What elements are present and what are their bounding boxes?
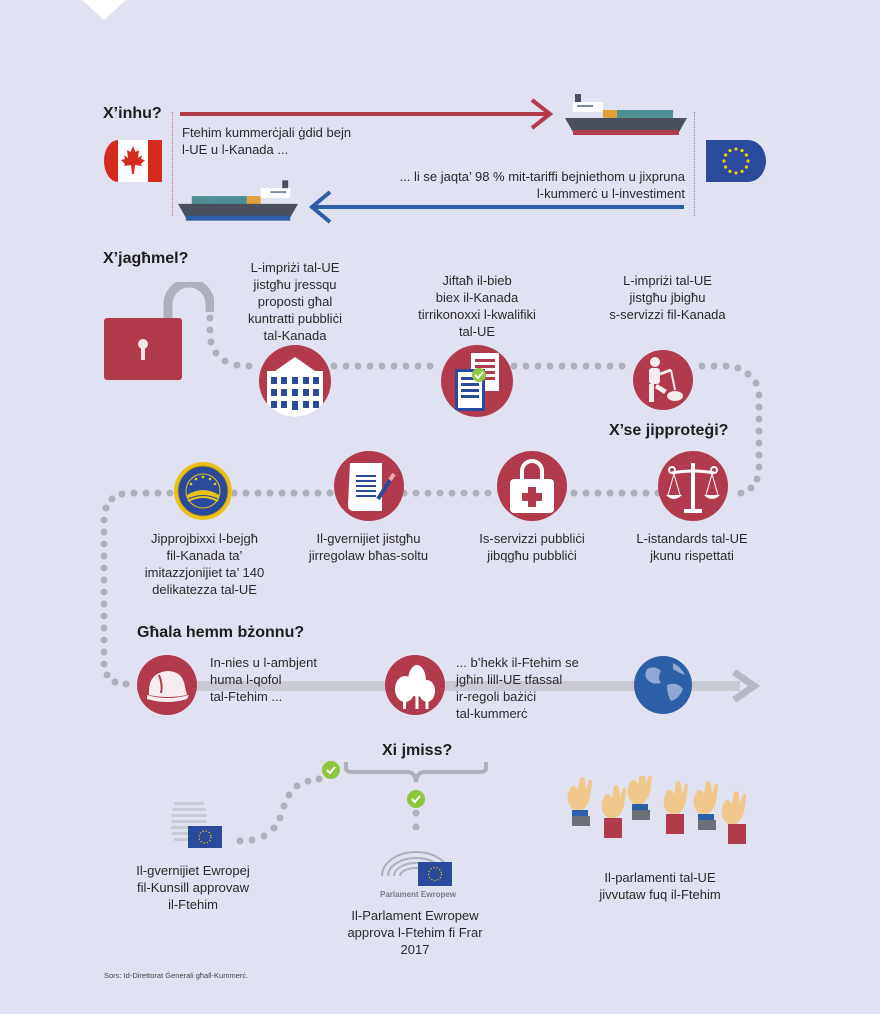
text-line: jirregolaw bħas-soltu [308, 548, 429, 563]
text-line: jibqgħu pubbliċi [487, 548, 577, 563]
open-padlock-icon [102, 282, 214, 382]
text-line: tal-Kanada [263, 328, 327, 343]
text-line: ... b’hekk il-Ftehim se [456, 655, 579, 670]
text-line: l-UE u l-Kanada ... [182, 142, 289, 157]
protects-item-3-text [462, 530, 602, 564]
regulation-document-icon [334, 451, 404, 521]
text-line: fil-Kunsill approvaw [137, 880, 249, 895]
parliament-hemicycle-icon [378, 842, 458, 899]
text-line: biex il-Kanada [435, 290, 519, 305]
dotted-divider-right [694, 112, 695, 216]
text-line: Il-gvernijiet jistgħu [316, 531, 421, 546]
protects-item-4-text [622, 530, 762, 564]
protects-item-1-text [132, 530, 277, 598]
does-item-3-text [595, 272, 740, 323]
public-building-icon [259, 345, 331, 417]
eu-flag-icon [706, 140, 766, 182]
text-line: jgħin lill-UE tfassal [456, 672, 563, 687]
text-line: ... li se jaqta’ 98 % mit-tariffi bejniethom u jixpruna [399, 169, 685, 184]
text-line: Jipprojbixxi l-bejgħ [151, 531, 258, 546]
why-item-1-text [210, 654, 317, 705]
text-line: Il-gvernijiet Ewropej [136, 863, 250, 878]
text-line: Jiftaħ il-bieb [442, 273, 512, 288]
does-item-1-text [225, 259, 365, 344]
heading-what-is-it: X’inhu? [103, 105, 162, 122]
geographical-indication-seal-icon [173, 461, 233, 521]
text-line: kuntratti pubbliċi [248, 311, 342, 326]
text-line: Ftehim kummerċjali ġdid bejn [182, 125, 352, 140]
text-line: jivvutaw fuq il-Ftehim [599, 887, 721, 902]
parliament-label: Parlament Ewropew [379, 890, 457, 899]
service-worker-icon [633, 350, 693, 410]
documents-check-icon [441, 345, 513, 417]
check-icon [322, 761, 340, 779]
does-item-2-text [402, 272, 552, 340]
text-line: huma l-qofol [210, 672, 282, 687]
raised-hands-icon [562, 776, 762, 866]
text-line: Is-servizzi pubbliċi [479, 531, 585, 546]
text-line: tirrikonoxxi l-kwalifiki [418, 307, 536, 322]
trees-icon [385, 655, 445, 715]
council-building-icon [170, 800, 226, 850]
text-line: L-istandards tal-UE [636, 531, 748, 546]
text-line: L-impriżi tal-UE [623, 273, 712, 288]
globe-icon [633, 655, 693, 715]
text-line: tal-UE [458, 324, 496, 339]
dotted-divider-left [172, 112, 173, 216]
next-item-2-text [335, 907, 495, 958]
text-line: tal-kummerċ [456, 706, 528, 721]
heading-what-it-protects: X’se jipproteġi? [609, 422, 729, 439]
text-line: In-nies u l-ambjent [210, 655, 317, 670]
text-line: Il-parlamenti tal-UE [604, 870, 716, 885]
text-line: jkunu rispettati [650, 548, 734, 563]
text-line: delikatezza tal-UE [152, 582, 257, 597]
cargo-ship-icon [565, 92, 687, 136]
agreement-description [182, 124, 351, 158]
protects-item-2-text [296, 530, 441, 564]
text-line: jistgħu jbigħu [629, 290, 706, 305]
text-line: imitazzjonijiet ta’ 140 [144, 565, 265, 580]
next-item-3-text [585, 869, 735, 903]
text-line: Il-Parlament Ewropew [351, 908, 479, 923]
text-line: l-kummerċ u l-investiment [536, 186, 685, 201]
next-item-1-text [118, 862, 268, 913]
canada-flag-icon [104, 140, 162, 182]
text-line: jistgħu jressqu [253, 277, 337, 292]
why-item-2-text [456, 654, 579, 722]
scales-justice-icon [658, 451, 728, 521]
brace-decoration [343, 760, 489, 786]
text-line: tal-Ftehim ... [210, 689, 283, 704]
heading-what-it-does: X’jagħmel? [103, 250, 189, 267]
heading-whats-next: Xi jmiss? [382, 742, 453, 759]
text-line: il-Ftehim [168, 897, 218, 912]
heading-why-needed: Għala hemm bżonnu? [137, 624, 305, 641]
source-note: Sors: Id-Direttorat Ġenerali għall-Kummerċ. [104, 971, 249, 980]
text-line: fil-Kanada ta’ [166, 548, 243, 563]
text-line: 2017 [400, 942, 430, 957]
check-icon [407, 790, 425, 808]
text-line: approva l-Ftehim fi Frar [347, 925, 483, 940]
tariff-description [400, 168, 685, 202]
cargo-ship-icon [178, 178, 298, 222]
text-line: L-impriżi tal-UE [250, 260, 340, 275]
text-line: proposti għal [257, 294, 333, 309]
text-line: s-servizzi fil-Kanada [609, 307, 726, 322]
medical-kit-icon [497, 451, 567, 521]
hard-hat-icon [137, 655, 197, 715]
text-line: ir-regoli bażiċi [456, 689, 537, 704]
top-notch-decoration [82, 0, 126, 20]
